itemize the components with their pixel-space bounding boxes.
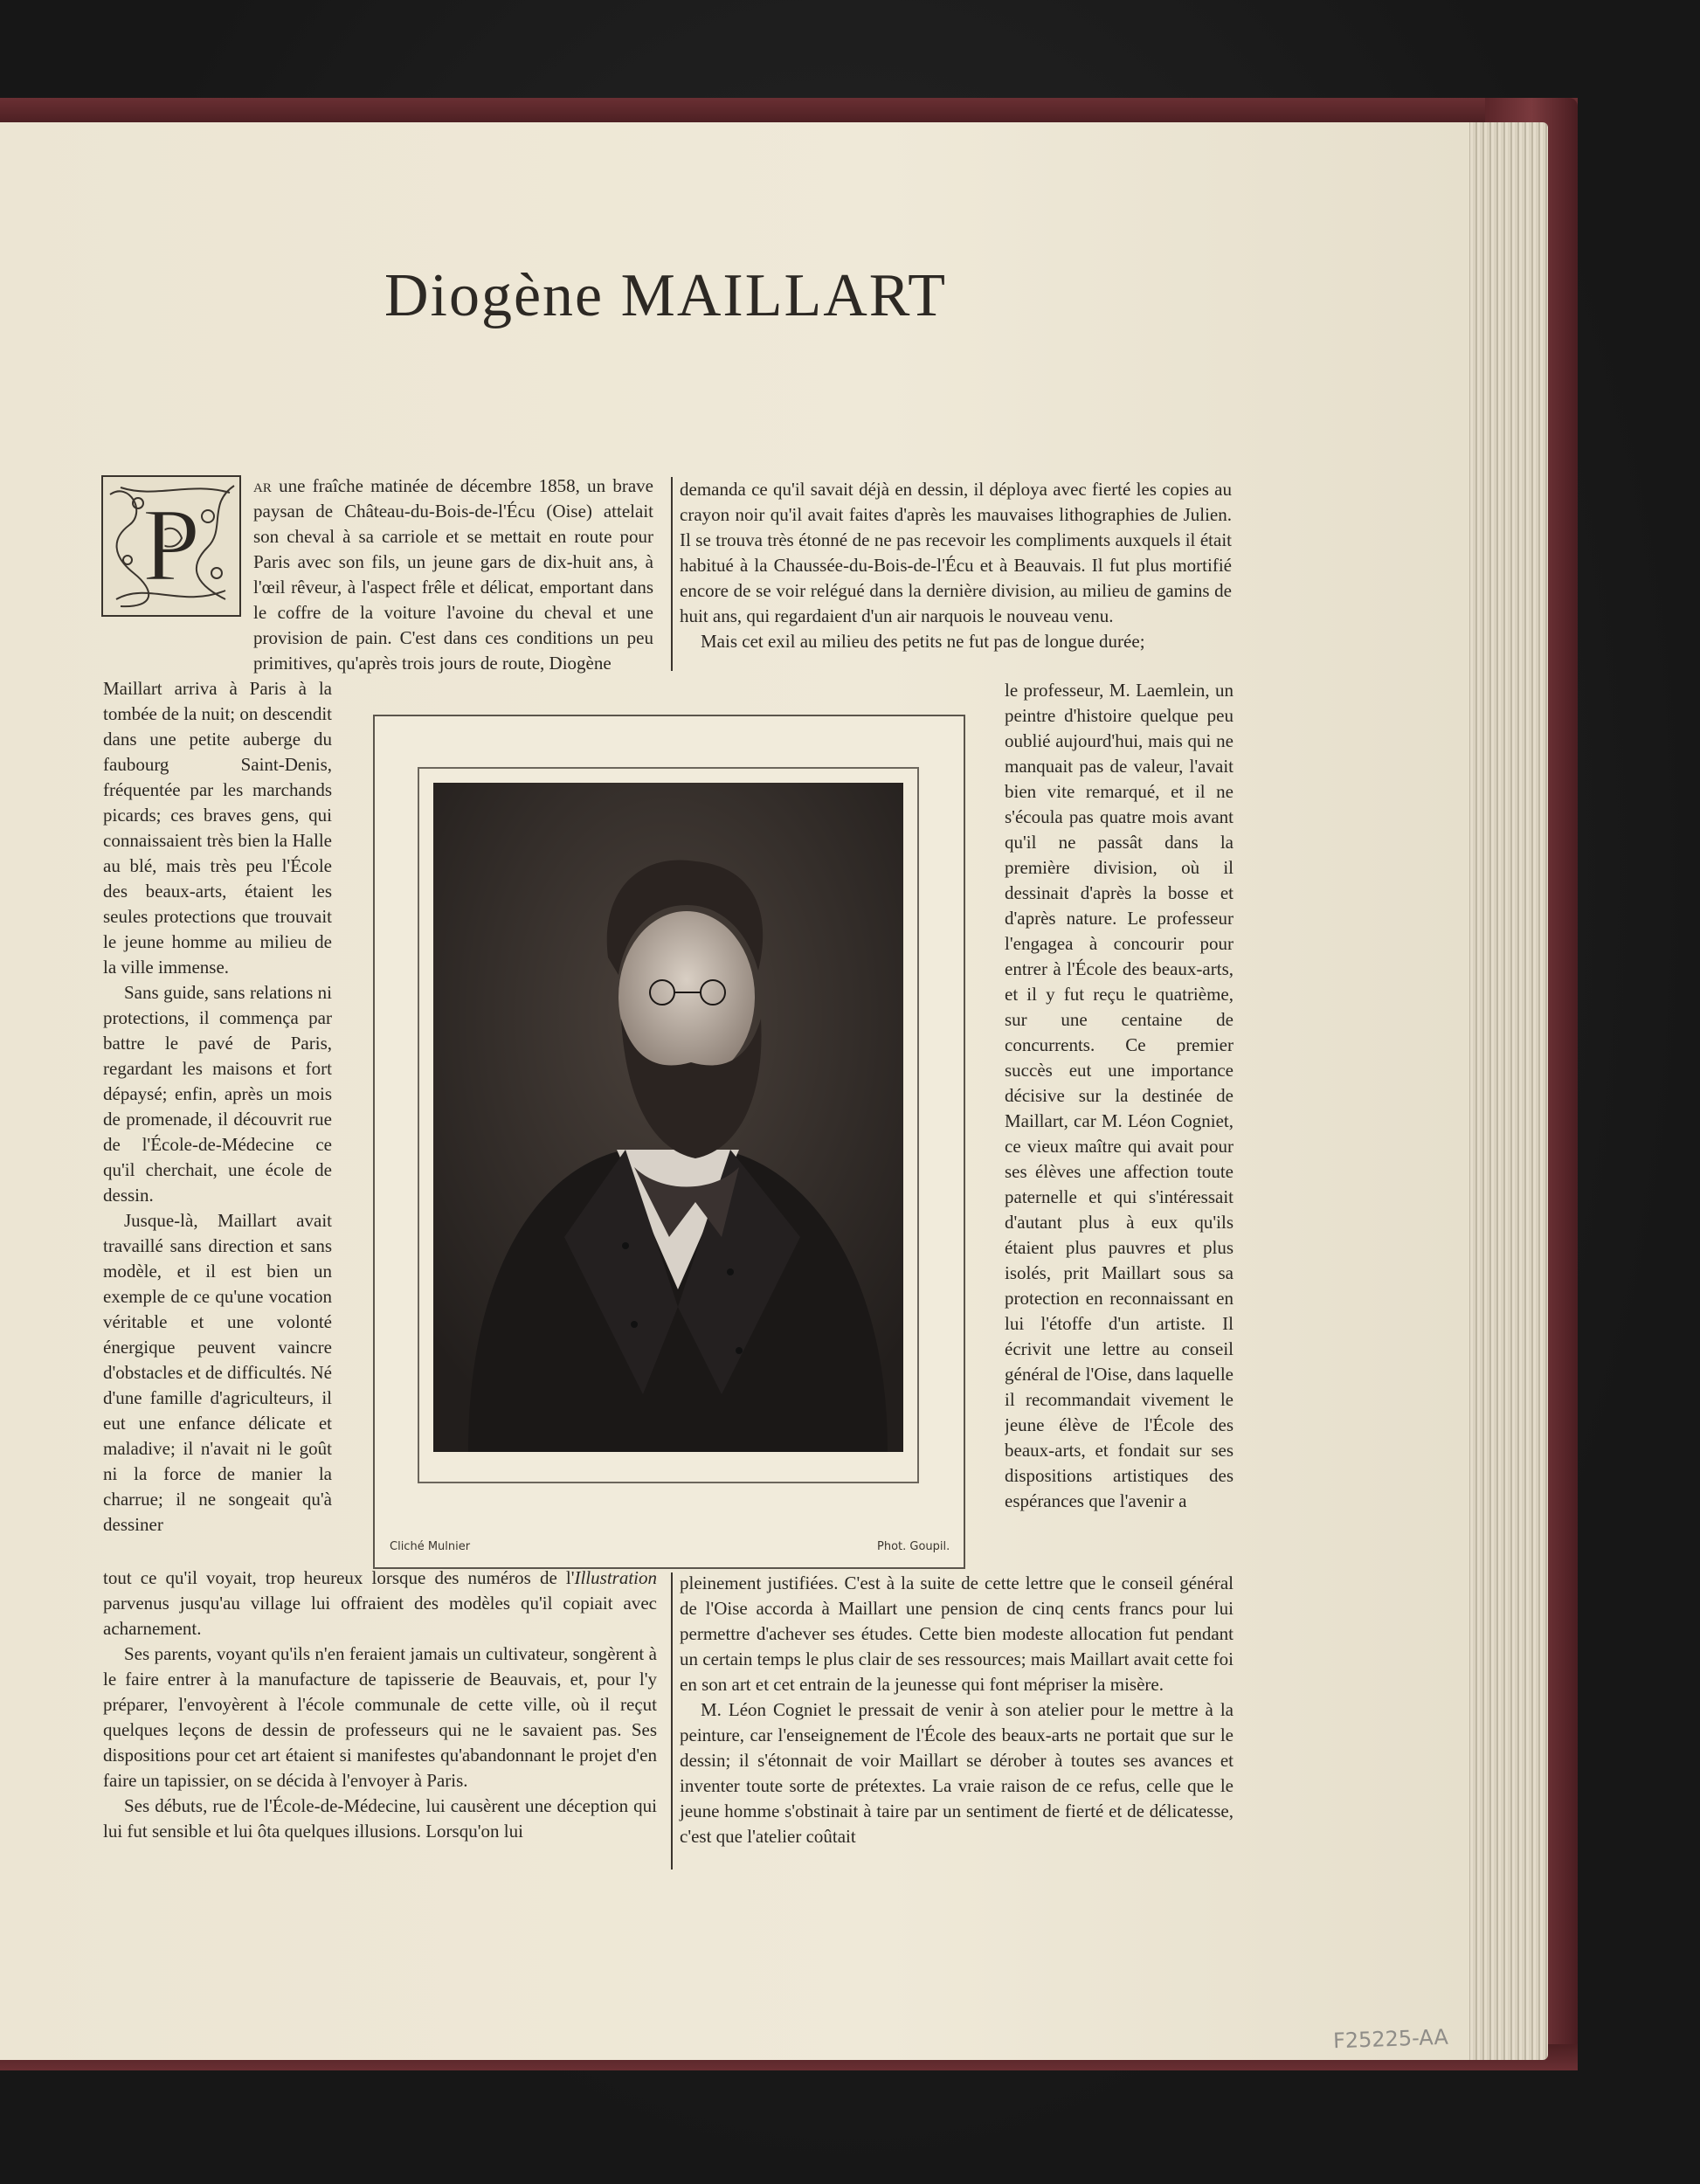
- paragraph-arrival: Maillart arriva à Paris à la tombée de la nuit; on descendit dans une petite auberge du faubourg Saint-Denis, fréquentée par les marchands picards; ces braves gens, qui connaissaient très bien la Halle au blé, mais très peu l'École des beaux-arts, étaient les seules protections que trouvait le jeune homme au milieu de la ville immense.: [103, 678, 332, 978]
- right-top-text: [680, 477, 1232, 654]
- left-narrow-column: [103, 676, 332, 1559]
- drop-cap-letter: P: [142, 487, 201, 603]
- intro-paragraph: une fraîche matinée de décembre 1858, un brave paysan de Château-du-Bois-de-l'Écu (Oise) attelait son cheval à sa carriole et se mettait en route pour Paris avec son fils, un jeune gars de dix-huit ans, à l'œil rêveur, à l'aspect frêle et délicat, emportant dans le coffre de la voiture l'avoine du cheval et une provision de pain. C'est dans ces conditions un peu primitives, qu'après trois jours de route, Diogène: [253, 475, 653, 674]
- column-rule-bottom: [671, 1572, 673, 1870]
- paragraph-exil: Mais cet exil au milieu des petits ne fut pas de longue durée;: [701, 631, 1145, 652]
- paragraph-cogniet: M. Léon Cogniet le pressait de venir à son atelier pour le mettre à la peinture, car l'enseignement de l'École des beaux-arts ne portait que sur le dessin; il s'étonnait de voir Maillart se dérober à toutes ses avances et inventer toute sorte de prétextes. La vraie raison de ce refus, celle que le jeune homme s'obstinait à taire par un sentiment de fierté et de délicatesse, c'est que l'atelier coûtait: [680, 1699, 1234, 1847]
- intro-lead: ar: [253, 475, 272, 496]
- paragraph-demanda: demanda ce qu'il savait déjà en dessin, il déploya avec fierté les copies au crayon noir qu'il avait faites d'après les mauvaises lithographies de Julien. Il se trouva très étonné de ne pas recevoir les compliments auxquels il était habitué à la Chaussée-du-Bois-de-l'Écu et à Beauvais. Il fut plus mortifié encore de se voir relégué dans la dernière division, au milieu de gamins de huit ans, qui regardaient d'un air narquois le nouveau venu.: [680, 479, 1232, 626]
- portrait-figure-icon: [433, 783, 903, 1452]
- article-title: Diogène MAILLART: [384, 261, 948, 329]
- right-narrow-column: [1005, 678, 1234, 1571]
- paragraph-pension: pleinement justifiées. C'est à la suite de cette lettre que le conseil général de l'Oise accorda à Maillart une pension de cinq cents francs pour lui permettre d'achever ses études. Cette bien modeste allocation fut pendant un certain temps le plus clair de ses ressources; mais Maillart avait cette foi en son art et cet entrain de la jeunesse qui font mépriser la misère.: [680, 1572, 1234, 1695]
- ornament-vine-icon: [103, 477, 239, 615]
- illustration-title: Illustration: [574, 1567, 657, 1588]
- column-rule-top: [671, 477, 673, 671]
- portrait-photograph: [433, 783, 903, 1452]
- paragraph-jusque-la: Jusque-là, Maillart avait travaillé sans direction et sans modèle, et il est bien un exemple de ce qu'une vocation véritable et une volonté énergique peuvent vaincre d'obstacles et de difficultés. Né d'une famille d'agriculteurs, il eut une enfance délicate et maladive; il n'avait ni le goût ni la force de manier la charrue; il ne songeait qu'à dessiner: [103, 1210, 332, 1535]
- paragraph-sans-guide: Sans guide, sans relations ni protections, il commença par battre le pavé de Paris, regardant les maisons et fort dépaysé; enfin, après un mois de promenade, il découvrit rue de l'École-de-Médecine ce qu'il cherchait, une école de dessin.: [103, 982, 332, 1206]
- illustration-text-b: parvenus jusqu'au village lui offraient des modèles qu'il copiait avec acharnement.: [103, 1593, 657, 1639]
- right-bottom-text: [680, 1571, 1234, 1849]
- photo-credit-left: Cliché Mulnier: [390, 1540, 471, 1553]
- paragraph-parents: Ses parents, voyant qu'ils n'en feraient jamais un cultivateur, songèrent à le faire entrer à la manufacture de tapisserie de Beauvais, et, pour l'y préparer, l'envoyèrent à l'école communale de cette ville, où il reçut quelques leçons de dessin de professeurs qui ne le savaient pas. Ses dispositions pour cet art étaient si manifestes qu'abandonnant le projet d'en faire un tapissier, on se décida à l'envoyer à Paris.: [103, 1643, 657, 1791]
- pencil-catalog-number: F25225-AA: [1332, 2024, 1449, 2054]
- book-cover-top: [0, 98, 1578, 124]
- page-edges: [1466, 122, 1548, 2060]
- paragraph-debuts: Ses débuts, rue de l'École-de-Médecine, lui causèrent une déception qui lui fut sensible et lui ôta quelques illusions. Lorsqu'on lui: [103, 1795, 657, 1842]
- left-intro-text: [253, 473, 653, 676]
- paragraph-illustration: [103, 1565, 657, 1641]
- left-bottom-text: [103, 1565, 657, 1844]
- ornamental-drop-cap: [101, 475, 241, 617]
- paragraph-laemlein: le professeur, M. Laemlein, un peintre d'histoire quelque peu oublié aujourd'hui, mais qui ne manquait pas de valeur, l'avait bien vite remarqué, et il ne s'écoula pas quatre mois avant qu'il ne passât dans la première division, où il dessinait d'après la bosse et d'après nature. Le professeur l'engagea à concourir pour entrer à l'École des beaux-arts, et il y fut reçu le quatrième, sur une centaine de concurrents. Ce premier succès eut une importance décisive sur la destinée de Maillart, car M. Léon Cogniet, ce vieux maître qui avait pour ses élèves une affection toute paternelle et qui s'intéressait d'autant plus à eux qu'ils étaient plus pauvres et plus isolés, prit Maillart sous sa protection en reconnaissant en lui l'étoffe d'un artiste. Il écrivit une lettre au conseil général de l'Oise, dans laquelle il recommandait vivement le jeune élève de l'École des beaux-arts, et fondait sur ses dispositions artistiques des espérances que l'avenir a: [1005, 680, 1234, 1511]
- illustration-text-a: tout ce qu'il voyait, trop heureux lorsque des numéros de l': [103, 1567, 575, 1588]
- photo-credit-right: Phot. Goupil.: [877, 1540, 950, 1553]
